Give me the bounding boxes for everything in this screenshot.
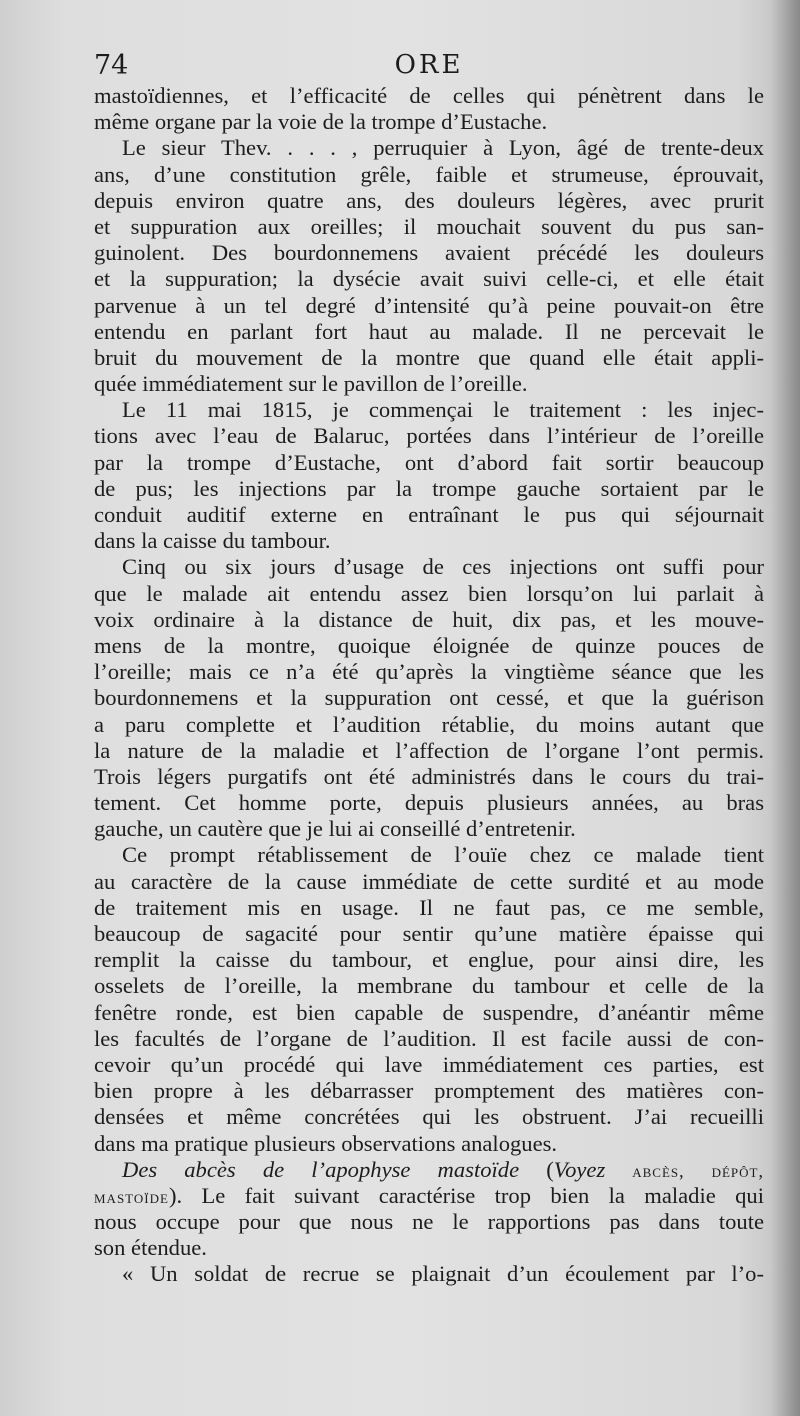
text-line: cevoir qu’un procédé qui lave immédiatement ces parties, est: [94, 1051, 764, 1077]
text-line: voix ordinaire à la distance de huit, dix pas, et les mouve-: [94, 606, 764, 632]
text-line: de pus; les injections par la trompe gauche sortaient par le: [94, 475, 764, 501]
text-line: quée immédiatement sur le pavillon de l’oreille.: [94, 371, 528, 397]
text-line: nous occupe pour que nous ne le rapportions pas dans toute: [94, 1209, 764, 1235]
text-line: guinolent. Des bourdonnemens avaient précédé les douleurs: [94, 240, 764, 266]
text-line: l’oreille; mais ce n’a été qu’après la vingtième séance que les: [94, 659, 764, 685]
text-line: osselets de l’oreille, la membrane du tambour et celle de la: [94, 973, 764, 999]
text-line: beaucoup de sagacité pour sentir qu’une matière épaisse qui: [94, 921, 764, 946]
text-line: les facultés de l’organe de l’audition. Il est facile aussi de con-: [94, 1025, 764, 1051]
text-line: par la trompe d’Eustache, ont d’abord fait sortir beaucoup: [94, 449, 764, 475]
text-line: entendu en parlant fort haut au malade. Il ne percevait le: [94, 318, 764, 344]
page-header: [94, 50, 764, 84]
text-line: mens de la montre, quoique éloignée de quinze pouces de: [94, 632, 764, 658]
body-text: [94, 83, 764, 1288]
text-line: Ce prompt rétablissement de l’ouïe chez ce malade tient: [122, 842, 764, 868]
cross-reference: mastoïde: [94, 1186, 169, 1207]
text-line: bruit du mouvement de la montre que quand elle était appli-: [94, 344, 764, 370]
running-head: ORE: [394, 50, 464, 80]
text-line: gauche, un cautère que je lui ai conseillé d’entretenir.: [94, 816, 576, 842]
see-reference: Voyez: [553, 1156, 606, 1182]
text-line: et la suppuration; la dysécie avait suivi celle-ci, et elle était: [94, 266, 764, 292]
text-line: la nature de la maladie et l’affection de l’organe l’ont permis.: [94, 737, 764, 763]
text-line: bourdonnemens et la suppuration ont cessé, et que la guérison: [94, 685, 764, 711]
text-line: parvenue à un tel degré d’intensité qu’à peine pouvait-on être: [94, 292, 764, 318]
text-line: de traitement mis en usage. Il ne faut pas, ce me semble,: [94, 894, 764, 920]
text-line: remplit la caisse du tambour, et englue, pour ainsi dire, les: [94, 947, 764, 973]
text-line: dans la caisse du tambour.: [94, 528, 331, 554]
text-line: bien propre à les débarrasser promptement des matières con-: [94, 1078, 764, 1104]
text-line: que le malade ait entendu assez bien lorsqu’on lui parlait à: [94, 580, 764, 606]
text-line: densées et même concrétées qui les obstruent. J’ai recueilli: [94, 1104, 764, 1130]
text-line: même organe par la voie de la trompe d’Eustache.: [94, 109, 548, 135]
text-fragment: (: [519, 1156, 554, 1182]
italic-phrase: Des abcès de l’apophyse mastoïde: [122, 1156, 520, 1182]
text-line: tions avec l’eau de Balaruc, portées dans l’intérieur de l’oreille: [94, 423, 764, 449]
text-line: ans, d’une constitution grêle, faible et strumeuse, éprouvait,: [94, 161, 764, 187]
text-line: Cinq ou six jours d’usage de ces injections ont suffi pour: [122, 554, 764, 580]
text-line: conduit auditif externe en entraînant le pus qui séjournait: [94, 502, 764, 527]
cross-reference: abcès, dépôt,: [605, 1160, 764, 1181]
text-line: fenêtre ronde, est bien capable de suspendre, d’anéantir même: [94, 999, 764, 1025]
text-line: Trois légers purgatifs ont été administrés dans le cours du trai-: [94, 763, 764, 789]
text-fragment: ). Le fait suivant caractérise trop bien la maladie qui: [168, 1182, 764, 1208]
text-line: son étendue.: [94, 1235, 207, 1261]
text-lines: [94, 83, 764, 1157]
text-line: tement. Cet homme porte, depuis plusieurs années, au bras: [94, 790, 764, 816]
text-line: et suppuration aux oreilles; il mouchait souvent du pus san-: [94, 213, 764, 239]
text-line: Le 11 mai 1815, je commençai le traitement : les injec-: [122, 397, 764, 423]
text-line: [94, 1183, 764, 1209]
text-line: dans ma pratique plusieurs observations analogues.: [94, 1130, 558, 1156]
text-line: « Un soldat de recrue se plaignait d’un écoulement par l’o-: [122, 1261, 764, 1287]
text-line: depuis environ quatre ans, des douleurs légères, avec prurit: [94, 187, 764, 213]
text-line: [94, 1157, 764, 1183]
text-line: mastoïdiennes, et l’efficacité de celles qui pénètrent dans le: [94, 83, 764, 108]
text-line: au caractère de la cause immédiate de cette surdité et au mode: [94, 868, 764, 894]
page-number: 74: [94, 50, 129, 81]
text-line: a paru complette et l’audition rétablie, du moins autant que: [94, 711, 764, 737]
text-line: Le sieur Thev. . . . , perruquier à Lyon, âgé de trente-deux: [122, 135, 764, 161]
